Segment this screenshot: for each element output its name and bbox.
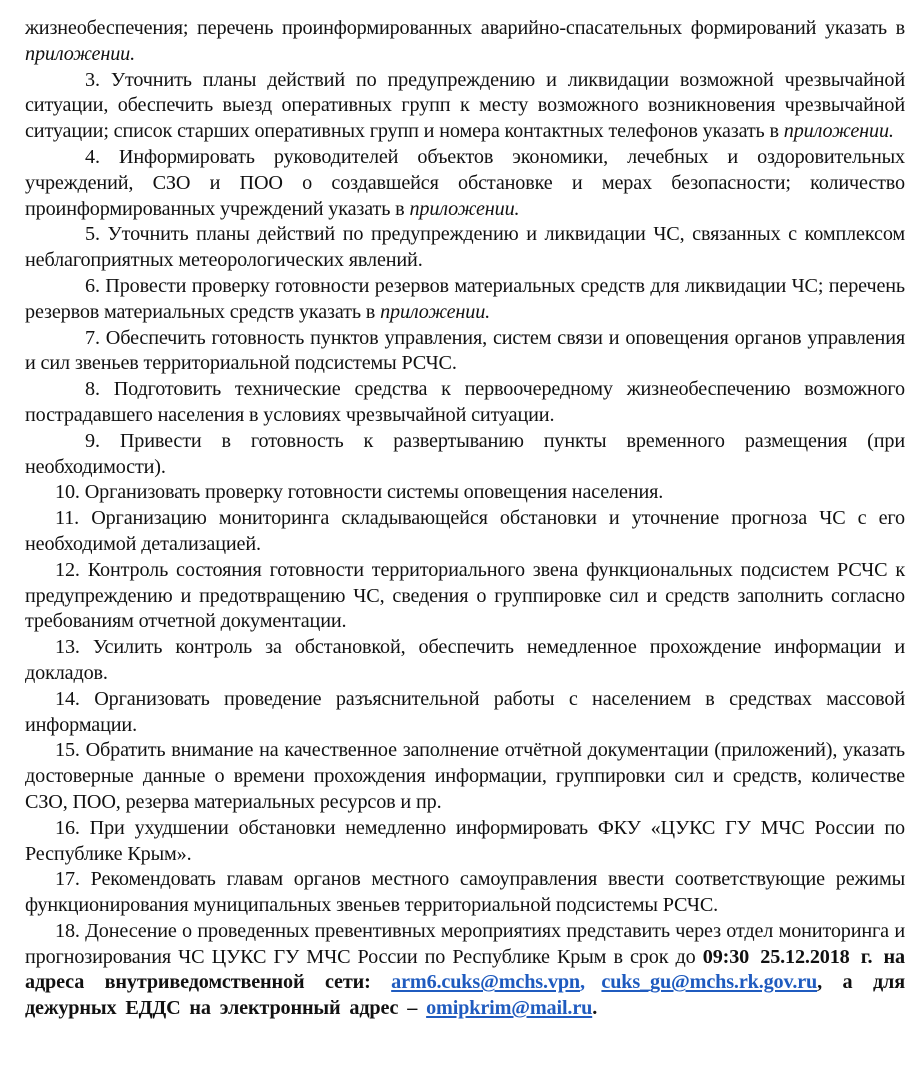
item-number: 13.: [55, 636, 80, 659]
item-text: Подготовить технические средства к первоочередному жизнеобеспечению возможного пострадавшего населения в условиях чрезвычайной ситуации.: [25, 378, 905, 426]
item-number: 7.: [85, 326, 100, 349]
list-item-14: [25, 687, 905, 739]
item-text: Рекомендовать главам органов местного самоуправления ввести соответствующие режимы функционирования муниципальных звеньев территориальной подсистемы РСЧС.: [25, 868, 906, 917]
item-number: 15.: [55, 739, 80, 762]
item-text: Привести в готовность к развертыванию пункты временного размещения (при необходимости).: [25, 429, 905, 478]
item-number: 11.: [55, 507, 80, 530]
item-text: При ухудшении обстановки немедленно информировать ФКУ «ЦУКС ГУ МЧС России по Республике Крым».: [25, 816, 905, 865]
edds-text: , а для дежурных ЕДДС на электронный адрес –: [25, 971, 905, 1020]
item-text: Обеспечить готовность пунктов управления, систем связи и оповещения органов управления и сил звеньев территориальной подсистемы РСЧС.: [25, 326, 905, 375]
list-item-17: [25, 867, 905, 919]
list-item-5: [25, 222, 905, 274]
item-number: 12.: [55, 558, 80, 581]
item-number: 4.: [85, 145, 100, 168]
item-text: Уточнить планы действий по предупреждению и ликвидации ЧС, связанных с комплексом неблагоприятных метеорологических явлений.: [25, 223, 906, 272]
list-item-10: [25, 480, 905, 506]
email-link-cuks-gu[interactable]: cuks_gu@mchs.rk.gov.ru: [601, 971, 818, 994]
list-item-7: [25, 326, 905, 378]
list-item-11: [25, 506, 905, 558]
item-text: Провести проверку готовности резервов материальных средств для ликвидации ЧС; перечень резервов материальных средств указать в: [25, 274, 905, 323]
list-item-4: [25, 145, 905, 222]
list-item-3: [25, 68, 905, 145]
item-number: 8.: [85, 378, 100, 401]
list-item-15: [25, 738, 905, 815]
list-item-12: [25, 558, 905, 635]
list-item-9: [25, 429, 905, 481]
item-number: 3.: [85, 68, 100, 91]
item-number: 17.: [55, 868, 80, 891]
items-list: [25, 68, 905, 919]
email-link-omipkrim[interactable]: omipkrim@mail.ru: [426, 997, 593, 1020]
list-item-16: [25, 816, 905, 868]
item-number: 5.: [85, 223, 100, 246]
item-italic-ref: приложении.: [409, 197, 520, 220]
item-text: Организацию мониторинга складывающейся обстановки и уточнение прогноза ЧС с его необходимой детализацией.: [25, 507, 905, 555]
item-number: 18.: [55, 919, 80, 942]
item-text: Уточнить планы действий по предупреждению и ликвидации возможной чрезвычайной ситуации, обеспечить выезд оперативных групп к месту возможного возникновения чрезвычайной ситуации; список старших оперативных групп и номера контактных телефонов указать в: [25, 68, 905, 143]
intro-text: жизнеобеспечения; перечень проинформированных аварийно-спасательных формирований указать в: [25, 17, 905, 39]
list-item-13: [25, 635, 905, 687]
item-text: Организовать проверку готовности системы оповещения населения.: [84, 481, 664, 504]
item-text: Обратить внимание на качественное заполнение отчётной документации (приложений), указать достоверные данные о времени прохождения информации, группировки сил и средств, количестве СЗО, ПОО, резерва материальных ресурсов и пр.: [25, 739, 905, 813]
intro-italic: приложении.: [25, 42, 135, 65]
item-text: Контроль состояния готовности территориального звена функциональных подсистем РСЧС к предупреждению и предотвращению ЧС, сведения о группировке сил и средств заполнить согласно требованиям отчетной документации.: [25, 558, 905, 633]
final-period: .: [592, 997, 598, 1020]
item-number: 9.: [85, 429, 100, 452]
item-text: Организовать проведение разъяснительной работы с населением в средствах массовой информации.: [25, 687, 905, 736]
list-item-6: [25, 274, 905, 326]
list-item-18: [25, 919, 905, 1022]
item-text: Информировать руководителей объектов экономики, лечебных и оздоровительных учреждений, СЗО и ПОО о создавшейся обстановке и мерах безопасности; количество проинформированных учреждений указать в: [25, 145, 905, 220]
document-page: [25, 16, 905, 1022]
paragraph-intro: [25, 16, 905, 68]
item-number: 16.: [55, 816, 80, 839]
email-link-arm6[interactable]: arm6.cuks@mchs.vpn: [391, 971, 580, 994]
item-italic-ref: приложении.: [380, 300, 491, 323]
item-number: 6.: [85, 274, 100, 297]
item-number: 14.: [55, 687, 80, 710]
item-text: Усилить контроль за обстановкой, обеспечить немедленное прохождение информации и докладов.: [25, 636, 905, 684]
list-item-8: [25, 377, 905, 429]
item-italic-ref: приложении.: [783, 120, 894, 143]
item-text: Донесение о проведенных превентивных мероприятиях представить через отдел мониторинга и прогнозирования ЧС ЦУКС ГУ МЧС России по Республике Крым в срок до: [25, 919, 906, 968]
item-number: 10.: [55, 481, 80, 504]
deadline-text: 09:30 25.12.2018 г. на адреса внутриведомственной сети:: [25, 945, 905, 994]
comma: ,: [579, 971, 585, 994]
